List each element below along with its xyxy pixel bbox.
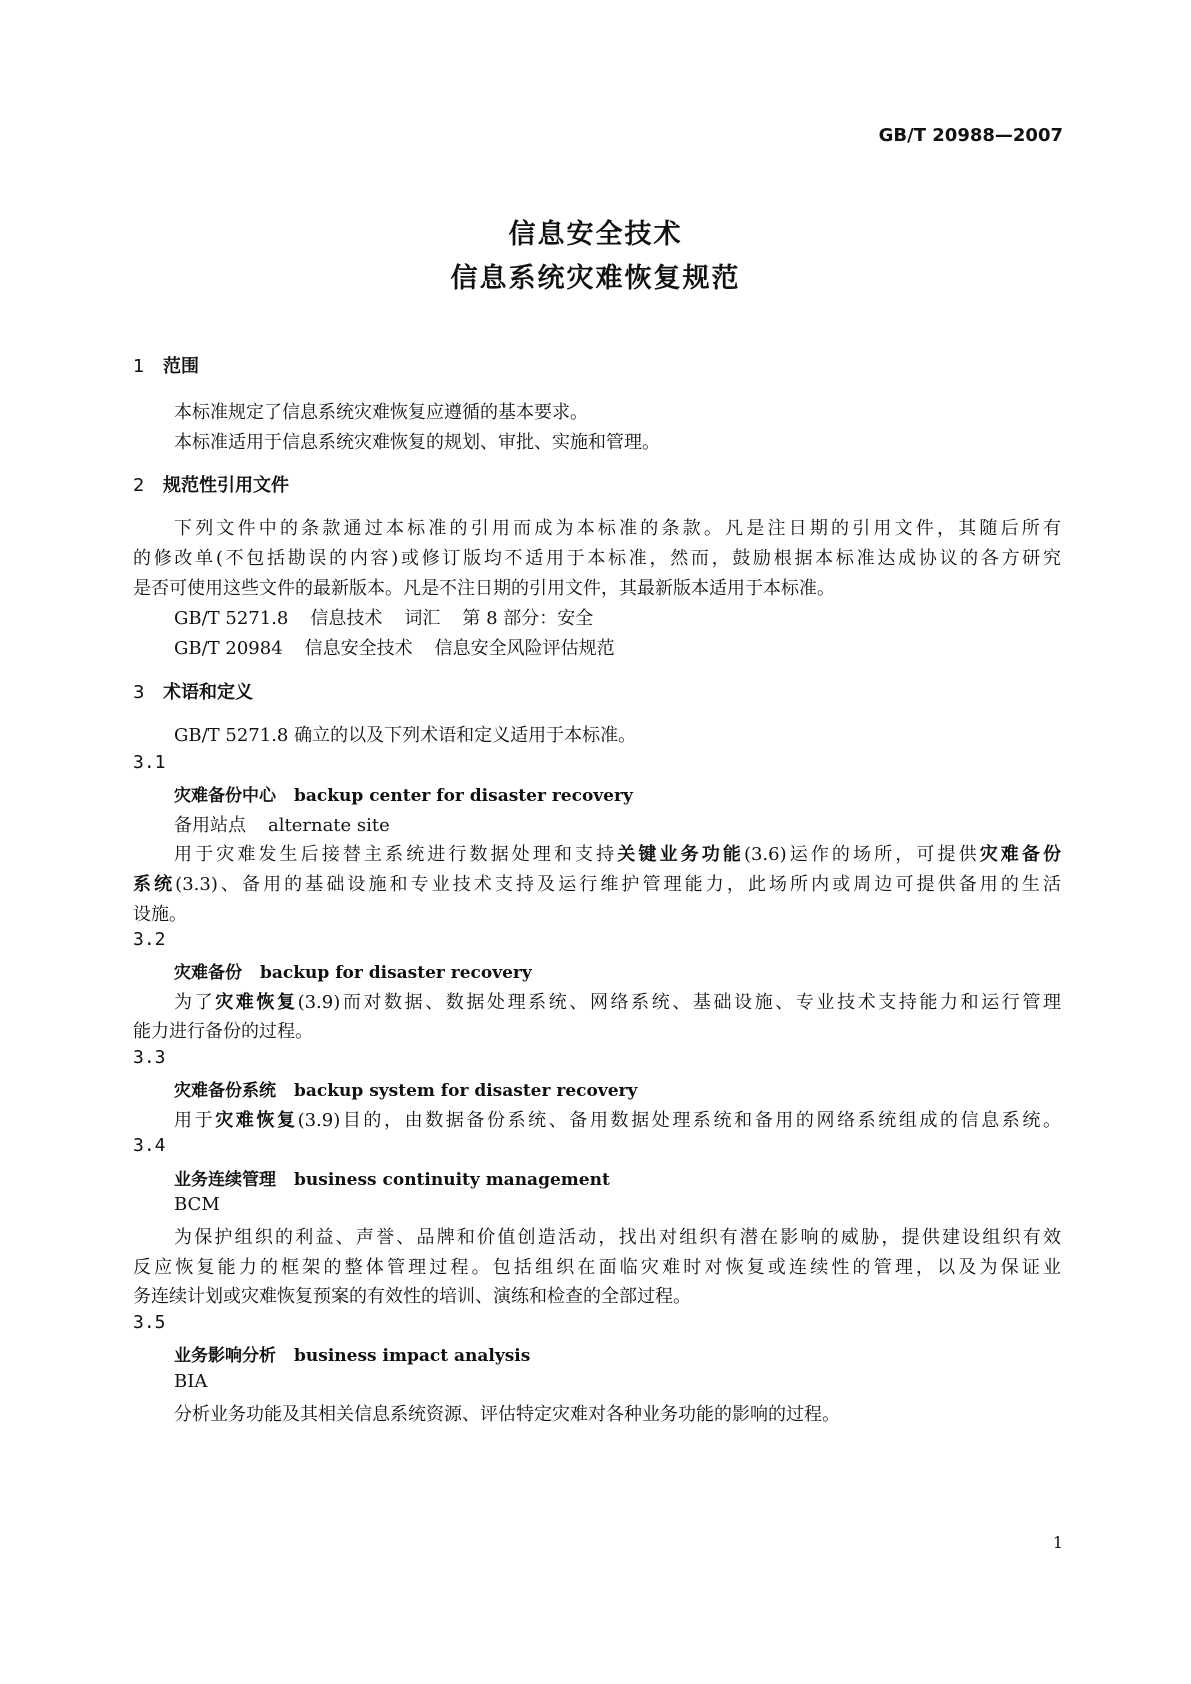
text-run: (3.3)、备用的基础设施和专业技术支持及运行维护管理能力，此场所内或周边可提供备用的生活 [175,874,1062,895]
definition-line [174,988,1061,1014]
definition-line [133,870,1061,896]
definition-line: 反应恢复能力的框架的整体管理过程。包括组织在面临灾难时对恢复或连续性的管理，以及为保证业 [133,1257,1061,1278]
paragraph-line: 是否可使用这些文件的最新版本。凡是不注日期的引用文件，其最新版本适用于本标准。 [133,578,835,599]
section-2-heading [133,471,289,497]
reference-item [174,634,615,660]
term-zh: 灾难备份 [174,963,242,983]
term-heading [174,781,633,806]
definition-line: 为保护组织的利益、声誉、品牌和价值创造活动，找出对组织有潜在影响的威胁，提供建设组织有效 [174,1227,1061,1248]
abbreviation: BIA [174,1371,208,1392]
definition-line: 务连续计划或灾难恢复预案的有效性的培训、演练和检查的全部过程。 [133,1286,691,1307]
doc-title-line1: 信息安全技术 [508,219,683,250]
term-zh: 灾难备份中心 [174,786,276,806]
clause-number: 3.4 [133,1135,166,1156]
term-en: backup for disaster recovery [260,963,532,983]
section-title: 范围 [163,356,199,377]
reference-code: GB/T 20984 [174,638,283,659]
term-heading [174,1341,530,1366]
definition-line [174,1106,1061,1132]
reference-subtitle: 词汇 [404,608,441,629]
text-run: 用于 [174,1110,216,1131]
reference-title: 信息技术 [310,608,383,629]
text-run: (3.6)运作的场所，可提供 [743,844,980,865]
section-number: 3 [133,682,145,703]
section-title: 术语和定义 [163,682,253,703]
term-en: business impact analysis [294,1346,531,1366]
alt-term-zh: 备用站点 [174,815,246,836]
text-run: (3.9)而对数据、数据处理系统、网络系统、基础设施、专业技术支持能力和运行管理 [297,992,1061,1013]
section-1-heading [133,352,199,378]
section-3-heading [133,678,253,704]
clause-number: 3.5 [133,1312,166,1333]
definition-line: 分析业务功能及其相关信息系统资源、评估特定灾难对各种业务功能的影响的过程。 [174,1404,840,1425]
clause-number: 3.3 [133,1047,166,1068]
clause-number: 3.2 [133,929,166,950]
term-ref: 灾难备份 [979,844,1062,865]
section-number: 1 [133,356,145,377]
text-run: (3.9)目的，由数据备份系统、备用数据处理系统和备用的网络系统组成的信息系统。 [297,1110,1061,1131]
clause-number: 3.1 [133,752,166,773]
term-en: backup system for disaster recovery [294,1081,638,1101]
definition-line [174,840,1061,866]
term-ref: 灾难恢复 [215,1110,298,1131]
term-en: business continuity management [294,1170,610,1190]
page-number: 1 [1052,1533,1063,1552]
section-title: 规范性引用文件 [163,475,289,496]
paragraph: 本标准适用于信息系统灾难恢复的规划、审批、实施和管理。 [174,432,660,453]
term-heading [174,1165,610,1190]
term-en: backup center for disaster recovery [294,786,633,806]
term-zh: 业务连续管理 [174,1170,276,1190]
reference-title: 信息安全技术 [304,638,413,659]
term-zh: 灾难备份系统 [174,1081,276,1101]
term-heading [174,1076,637,1101]
paragraph-line: 的修改单(不包括勘误的内容)或修订版均不适用于本标准，然而，鼓励根据本标准达成协议的各方研究 [133,548,1061,569]
alt-term-en: alternate site [268,815,390,836]
alternate-term [174,811,390,837]
reference-part: 第 8 部分：安全 [462,608,594,629]
term-zh: 业务影响分析 [174,1346,276,1366]
standard-number: GB/T 20988—2007 [878,125,1063,146]
section-number: 2 [133,475,145,496]
reference-subtitle: 信息安全风险评估规范 [434,638,615,659]
paragraph: GB/T 5271.8 确立的以及下列术语和定义适用于本标准。 [174,725,637,746]
reference-code: GB/T 5271.8 [174,608,289,629]
term-heading [174,958,532,983]
abbreviation: BCM [174,1194,220,1215]
paragraph-line: 下列文件中的条款通过本标准的引用而成为本标准的条款。凡是注日期的引用文件，其随后所有 [174,518,1061,539]
definition-line: 能力进行备份的过程。 [133,1021,313,1042]
text-run: 用于灾难发生后接替主系统进行数据处理和支持 [174,844,618,865]
reference-item [174,604,593,630]
term-ref: 关键业务功能 [617,844,744,865]
doc-title-line2: 信息系统灾难恢复规范 [450,263,741,294]
paragraph: 本标准规定了信息系统灾难恢复应遵循的基本要求。 [174,402,588,423]
definition-line: 设施。 [133,904,187,925]
term-ref: 灾难恢复 [215,992,298,1013]
text-run: 为了 [174,992,216,1013]
term-ref: 系统 [133,874,176,895]
